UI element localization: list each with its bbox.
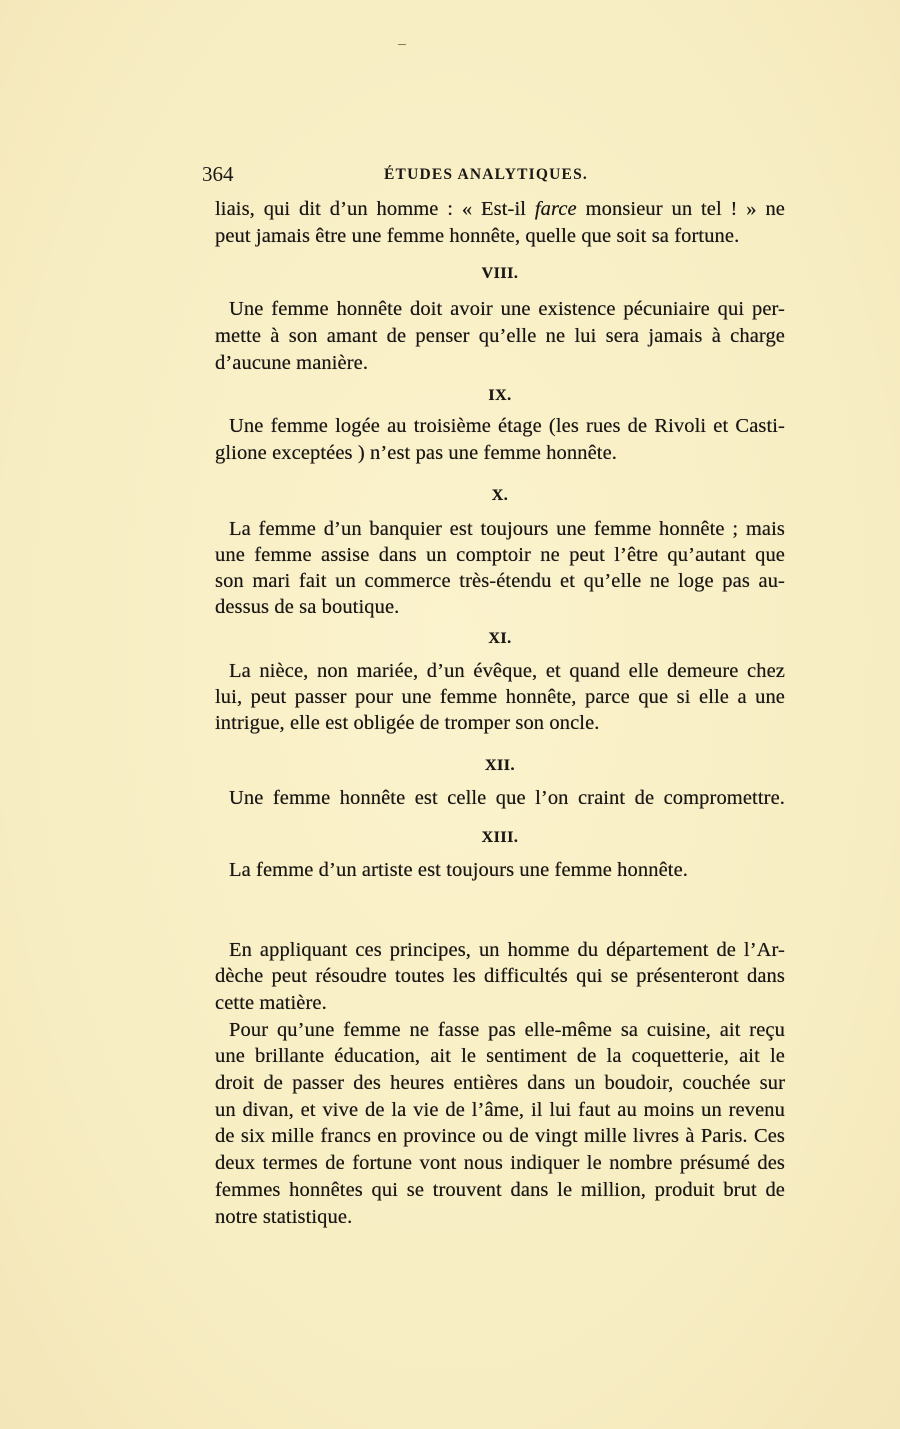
text-line: lui, peut passer pour une femme honnête, parce que si elle a une bbox=[215, 686, 785, 708]
text-line: intrigue, elle est obligée de tromper son oncle. bbox=[215, 712, 600, 734]
text-line: une femme assise dans un comptoir ne peut l’être qu’autant que bbox=[215, 544, 785, 566]
text-line bbox=[215, 196, 785, 222]
text-line: La femme d’un artiste est toujours une femme honnête. bbox=[229, 859, 689, 881]
text-line: dessus de sa boutique. bbox=[215, 596, 400, 618]
text-line: droit de passer des heures entières dans un boudoir, couchée sur bbox=[215, 1072, 785, 1094]
page-number: 364 bbox=[202, 162, 234, 186]
text-line: peut jamais être une femme honnête, quelle que soit sa fortune. bbox=[215, 225, 740, 247]
text-line: mette à son amant de penser qu’elle ne lui sera jamais à charge bbox=[215, 325, 785, 347]
text-line: d’aucune manière. bbox=[215, 352, 369, 374]
text-line: La femme d’un banquier est toujours une femme honnête ; mais bbox=[229, 518, 785, 540]
text-line: dèche peut résoudre toutes les difficultés qui se présenteront dans bbox=[215, 965, 785, 987]
text-line: son mari fait un commerce très-étendu et qu’elle ne loge pas au- bbox=[215, 570, 785, 592]
text-line: une brillante éducation, ait le sentiment de la coquetterie, ait le bbox=[215, 1045, 785, 1067]
text-line: Une femme honnête est celle que l’on craint de compromettre. bbox=[229, 787, 785, 809]
text-line: Une femme honnête doit avoir une existence pécuniaire qui per- bbox=[229, 298, 785, 320]
section-numeral: IX. bbox=[488, 387, 512, 404]
text-line: En appliquant ces principes, un homme du département de l’Ar- bbox=[229, 939, 785, 961]
section-numeral: VIII. bbox=[481, 265, 519, 282]
text-line: La nièce, non mariée, d’un évêque, et quand elle demeure chez bbox=[229, 660, 785, 682]
text-line: un divan, et vive de la vie de l’âme, il lui faut au moins un revenu bbox=[215, 1099, 785, 1121]
text-line: deux termes de fortune vont nous indiquer le nombre présumé des bbox=[215, 1152, 785, 1174]
text-line: de six mille francs en province ou de vingt mille livres à Paris. Ces bbox=[215, 1125, 785, 1147]
text-segment: monsieur un tel ! » ne bbox=[576, 198, 785, 220]
section-numeral: XII. bbox=[484, 757, 515, 774]
section-numeral: X. bbox=[491, 487, 509, 504]
section-numeral: XI. bbox=[488, 630, 512, 647]
text-line: cette matière. bbox=[215, 992, 327, 1014]
text-line: femmes honnêtes qui se trouvent dans le million, produit brut de bbox=[215, 1179, 785, 1201]
section-numeral: XIII. bbox=[481, 829, 519, 846]
italic-word: farce bbox=[534, 198, 577, 220]
text-segment: liais, qui dit d’un homme : « Est-il bbox=[215, 198, 535, 220]
text-line: glione exceptées ) n’est pas une femme honnête. bbox=[215, 442, 618, 464]
scan-mark bbox=[398, 44, 406, 45]
running-title: ÉTUDES ANALYTIQUES. bbox=[384, 166, 588, 183]
text-line: Une femme logée au troisième étage (les rues de Rivoli et Casti- bbox=[229, 415, 785, 437]
text-line: Pour qu’une femme ne fasse pas elle-même sa cuisine, ait reçu bbox=[229, 1019, 785, 1041]
text-line: notre statistique. bbox=[215, 1206, 353, 1228]
